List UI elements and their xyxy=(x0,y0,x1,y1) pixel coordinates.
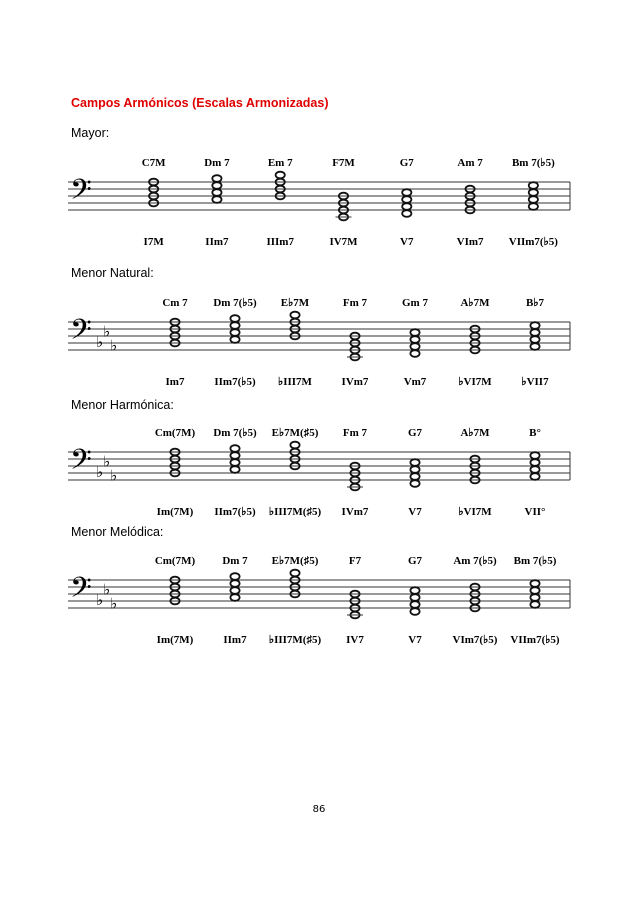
staff-menor-harmonica xyxy=(60,422,580,532)
flat-icon: ♭ xyxy=(110,594,118,613)
chord-degree: V7 xyxy=(400,236,414,248)
note-head xyxy=(530,336,539,343)
flat-icon: ♭ xyxy=(110,466,118,485)
note-head xyxy=(410,601,419,608)
note-head xyxy=(410,343,419,350)
chord-degree: IIm7(♭5) xyxy=(214,506,256,518)
note-head xyxy=(530,459,539,466)
note-head xyxy=(402,210,411,217)
flat-icon: ♭ xyxy=(110,336,118,355)
chord-name: Am 7 xyxy=(457,157,483,169)
chord-degree: Im7 xyxy=(165,376,185,388)
chord-name: F7M xyxy=(332,157,355,169)
note-head xyxy=(276,172,285,179)
chord-degree: ♭III7M(♯5) xyxy=(268,506,322,518)
chord-degree: ♭VII7 xyxy=(521,376,549,388)
note-head xyxy=(230,336,239,343)
bass-clef-icon: 𝄢 xyxy=(70,443,92,484)
note-head xyxy=(410,350,419,357)
chord-degree: V7 xyxy=(408,634,422,646)
chord-name: Bm 7(♭5) xyxy=(513,555,557,567)
flat-icon: ♭ xyxy=(103,452,111,471)
note-head xyxy=(530,587,539,594)
chord-degree: IIm7(♭5) xyxy=(214,376,256,388)
staff-menor-melodica xyxy=(60,550,580,660)
chord-name: B° xyxy=(529,427,541,439)
note-head xyxy=(230,587,239,594)
note-head xyxy=(410,608,419,615)
chord-name: G7 xyxy=(407,555,423,567)
chord-name: A♭7M xyxy=(460,297,490,309)
section-label-mayor: Mayor: xyxy=(71,126,110,140)
chord-name: C7M xyxy=(141,157,166,169)
chord-name: Bm 7(♭5) xyxy=(511,157,555,169)
chord-degree: VIIm7(♭5) xyxy=(508,236,558,248)
note-head xyxy=(410,459,419,466)
note-head xyxy=(410,336,419,343)
note-head xyxy=(529,196,538,203)
note-head xyxy=(212,182,221,189)
flat-icon: ♭ xyxy=(96,463,104,481)
note-head xyxy=(410,587,419,594)
note-head xyxy=(410,594,419,601)
chord-degree: IVm7 xyxy=(341,376,369,388)
bass-clef-icon: 𝄢 xyxy=(70,313,92,354)
chord-degree: IVm7 xyxy=(341,506,369,518)
chord-degree: Vm7 xyxy=(403,376,427,388)
note-head xyxy=(529,182,538,189)
note-head xyxy=(212,189,221,196)
note-head xyxy=(290,312,299,319)
chord-degree: IV7M xyxy=(329,236,358,248)
chord-name: Em 7 xyxy=(267,157,293,169)
chord-name: B♭7 xyxy=(525,297,545,309)
chord-degree: ♭VI7M xyxy=(458,506,492,518)
chord-degree: ♭VI7M xyxy=(458,376,492,388)
note-head xyxy=(230,322,239,329)
chord-name: G7 xyxy=(399,157,414,169)
note-head xyxy=(230,573,239,580)
note-head xyxy=(530,322,539,329)
chord-name: E♭7M xyxy=(280,297,310,309)
note-head xyxy=(230,459,239,466)
note-head xyxy=(530,452,539,459)
chord-degree: VIm7 xyxy=(456,236,484,248)
section-label-menor-natural: Menor Natural: xyxy=(71,266,154,280)
chord-name: E♭7M(♯5) xyxy=(271,427,319,439)
section-label-menor-melodica: Menor Melódica: xyxy=(71,525,164,539)
chord-name: Dm 7(♭5) xyxy=(213,297,257,309)
chord-name: F7 xyxy=(348,555,362,567)
chord-name: Cm 7 xyxy=(162,297,188,309)
note-head xyxy=(290,442,299,449)
note-head xyxy=(230,466,239,473)
note-head xyxy=(529,189,538,196)
chord-name: Gm 7 xyxy=(402,297,428,309)
chord-degree: ♭III7M xyxy=(278,376,312,388)
chord-name: Dm 7 xyxy=(222,555,248,567)
chord-degree: ♭III7M(♯5) xyxy=(268,634,322,646)
chord-degree: VIm7(♭5) xyxy=(452,634,498,646)
note-head xyxy=(290,570,299,577)
chord-degree: I7M xyxy=(143,236,164,248)
note-head xyxy=(530,473,539,480)
staff-menor-natural xyxy=(60,292,580,402)
note-head xyxy=(402,203,411,210)
staff-mayor xyxy=(60,152,580,262)
chord-name: Dm 7 xyxy=(204,157,230,169)
page-number: 86 xyxy=(312,804,326,815)
note-head xyxy=(530,601,539,608)
chord-degree: V7 xyxy=(408,506,422,518)
note-head xyxy=(230,452,239,459)
note-head xyxy=(212,196,221,203)
note-head xyxy=(410,473,419,480)
chord-degree: Im(7M) xyxy=(156,506,194,518)
flat-icon: ♭ xyxy=(96,591,104,609)
note-head xyxy=(230,580,239,587)
note-head xyxy=(230,594,239,601)
note-head xyxy=(530,466,539,473)
note-head xyxy=(402,196,411,203)
note-head xyxy=(230,329,239,336)
chord-degree: VII° xyxy=(524,506,546,518)
chord-name: Fm 7 xyxy=(342,427,368,439)
note-head xyxy=(530,343,539,350)
chord-name: Dm 7(♭5) xyxy=(213,427,257,439)
note-head xyxy=(410,466,419,473)
chord-degree: IV7 xyxy=(346,634,364,646)
note-head xyxy=(530,580,539,587)
chord-name: E♭7M(♯5) xyxy=(271,555,319,567)
chord-name: Cm(7M) xyxy=(154,427,196,439)
note-head xyxy=(529,203,538,210)
flat-icon: ♭ xyxy=(103,580,111,599)
bass-clef-icon: 𝄢 xyxy=(70,571,92,612)
chord-name: A♭7M xyxy=(460,427,490,439)
page-title: Campos Armónicos (Escalas Armonizadas) xyxy=(71,96,329,110)
section-label-menor-harmonica: Menor Harmónica: xyxy=(71,398,174,412)
note-head xyxy=(410,480,419,487)
chord-degree: VIIm7(♭5) xyxy=(510,634,560,646)
flat-icon: ♭ xyxy=(96,333,104,351)
flat-icon: ♭ xyxy=(103,322,111,341)
chord-degree: Im(7M) xyxy=(156,634,194,646)
note-head xyxy=(230,315,239,322)
chord-degree: IIm7 xyxy=(223,634,247,646)
note-head xyxy=(530,329,539,336)
note-head xyxy=(410,329,419,336)
chord-name: Am 7(♭5) xyxy=(453,555,497,567)
chord-name: Fm 7 xyxy=(342,297,368,309)
chord-degree: IIm7 xyxy=(205,236,229,248)
chord-name: Cm(7M) xyxy=(154,555,196,567)
note-head xyxy=(530,594,539,601)
chord-name: G7 xyxy=(407,427,423,439)
note-head xyxy=(212,175,221,182)
note-head xyxy=(230,445,239,452)
bass-clef-icon: 𝄢 xyxy=(70,173,92,214)
chord-degree: IIIm7 xyxy=(266,236,294,248)
note-head xyxy=(402,189,411,196)
